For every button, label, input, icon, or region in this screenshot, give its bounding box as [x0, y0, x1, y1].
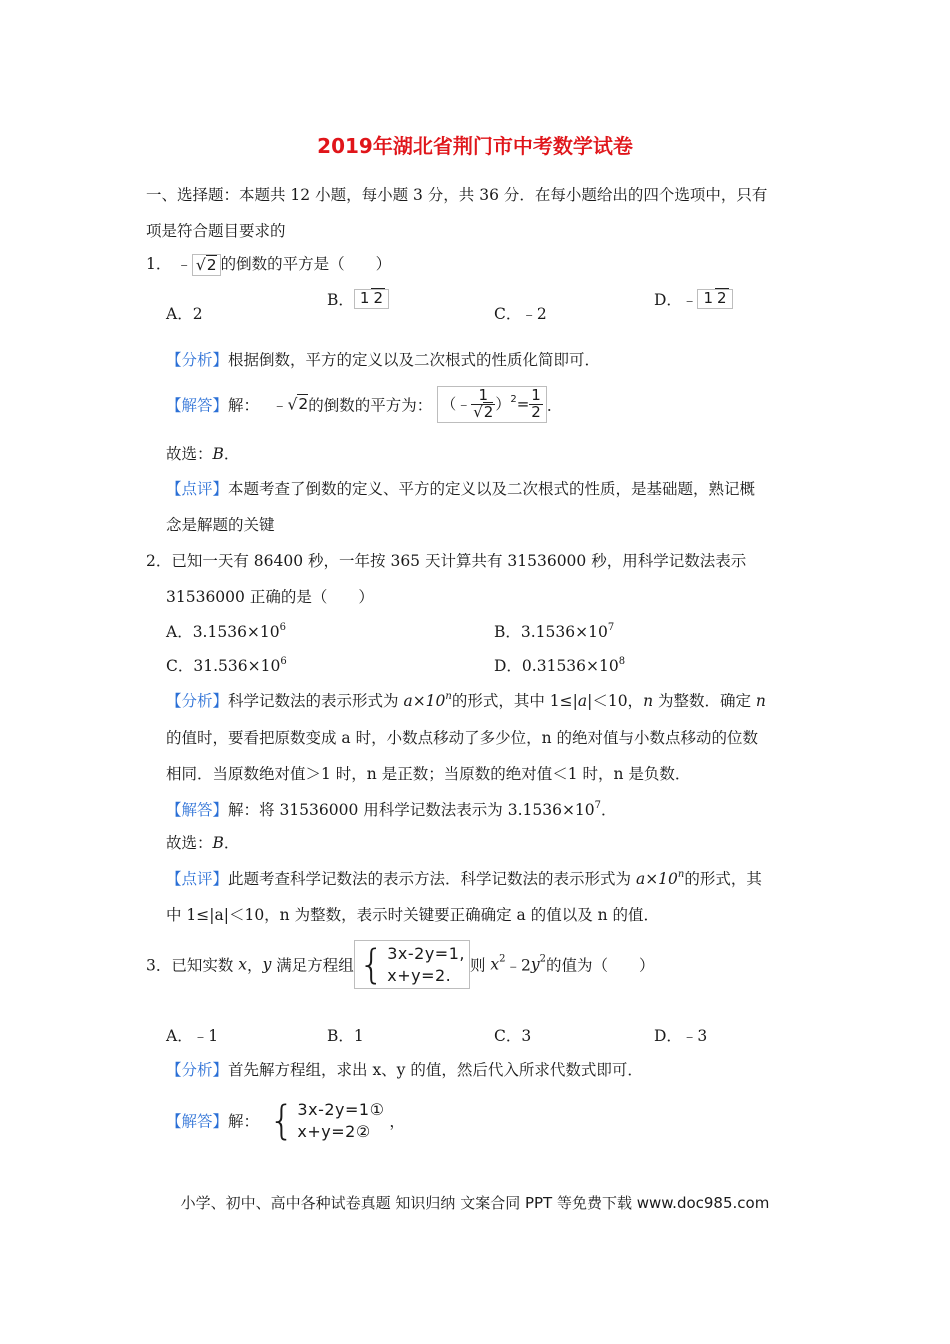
q3-stem-y: y — [262, 955, 272, 974]
q1-expr-open: （﹣ — [441, 394, 472, 413]
q2-analysis-tag: 【分析】 — [166, 692, 229, 710]
q3-stem-b: 满足方程组 — [271, 956, 354, 975]
q3-solution — [166, 1096, 405, 1145]
q3-analysis-tag: 【分析】 — [166, 1061, 229, 1079]
q2-analysis-h: n — [755, 692, 766, 710]
q2-analysis-e: |＜10， — [587, 692, 644, 710]
page-footer: 小学、初中、高中各种试卷真题 知识归纳 文案合同 PPT 等免费下载 www.doc985.com — [180, 1194, 770, 1212]
q2-option-a — [166, 620, 286, 642]
q3-option-a: A．﹣1 — [166, 1027, 219, 1045]
q1-option-b-den: 2 — [373, 289, 383, 308]
q1-minus: ﹣ — [176, 255, 192, 273]
q1-solution-tag: 【解答】 — [166, 396, 229, 415]
q1-radicand: 2 — [206, 256, 217, 274]
q2-analysis-line2: 的值时，要看把原数变成 a 时，小数点移动了多少位，n 的绝对值与小数点移动的位数 — [166, 729, 759, 747]
q1-solution-end: ． — [546, 396, 563, 415]
q3-option-d: D．﹣3 — [654, 1027, 708, 1045]
q1-option-b — [327, 288, 389, 310]
q3-solution-brace-icon: { — [268, 1097, 295, 1144]
q3-stem-y2: y — [530, 955, 540, 974]
q2-solution-text: 将 31536000 用科学记数法表示为 3.1536×10 — [259, 801, 595, 819]
q3-option-b: B．1 — [327, 1027, 364, 1045]
q1-option-d-label: D．﹣ — [654, 291, 698, 309]
q1-analysis-text: 根据倒数，平方的定义以及二次根式的性质化简即可． — [228, 351, 601, 369]
q1-comment-line1 — [166, 477, 755, 499]
q1-solution-minus: ﹣ — [271, 396, 288, 415]
q3-solution-eq-2: x+y=2② — [297, 1121, 371, 1141]
q1-option-d-den: 2 — [716, 289, 727, 308]
q2-solution-exp: 7 — [594, 800, 602, 811]
q2-analysis-c: 的形式，其中 1≤| — [451, 692, 578, 710]
page-title: 2019年湖北省荆门市中考数学试卷 — [317, 134, 633, 158]
q2-analysis-formula: a×10 — [403, 692, 446, 710]
q3-equation-1: 3x-2y=1, — [387, 944, 465, 963]
q3-solution-tag: 【解答】 — [166, 1112, 229, 1131]
q3-stem-y2-exp: 2 — [539, 953, 547, 965]
q1-option-d-num: 1 — [703, 289, 713, 308]
q1-comment-tag: 【点评】 — [166, 480, 229, 498]
q2-stem-line1: 2．已知一天有 86400 秒，一年按 365 天计算共有 31536000 秒，用科学记数法表示 — [146, 552, 747, 570]
q2-option-c — [166, 654, 287, 676]
q3-stem — [146, 940, 655, 989]
q1-option-d — [654, 288, 733, 310]
q2-analysis-a: 科学记数法的表示形式为 — [228, 692, 404, 710]
q3-stem-a: 3．已知实数 — [146, 956, 239, 975]
q2-option-d-exp: 8 — [618, 656, 626, 667]
q1-solution-sqrt: √2 — [287, 395, 309, 414]
q3-stem-c: 则 — [469, 956, 491, 975]
q1-solution-jie: 解： — [228, 396, 260, 415]
q1-solution-radicand: 2 — [298, 395, 309, 414]
q1-answer-value: B — [212, 445, 224, 463]
q1-analysis-tag: 【分析】 — [166, 351, 229, 369]
q1-number: 1． — [146, 255, 172, 273]
q1-option-c: C．﹣2 — [494, 305, 547, 323]
q1-solution — [166, 386, 562, 423]
q2-solution-end: ． — [601, 801, 617, 819]
q2-analysis-formula-exp: n — [445, 691, 452, 702]
q2-comment-formula-exp: n — [677, 869, 685, 880]
q3-solution-jie: 解： — [228, 1112, 260, 1131]
q2-option-c-base: C．31.536×10 — [166, 657, 281, 675]
q1-expr-frac-den: √2 — [473, 402, 494, 421]
q1-expr-equals: = — [516, 394, 530, 413]
q2-comment-tag: 【点评】 — [166, 870, 229, 888]
q3-analysis-text: 首先解方程组，求出 x、y 的值，然后代入所求代数式即可． — [228, 1061, 643, 1079]
q1-option-a: A．2 — [166, 305, 203, 323]
q3-analysis — [166, 1058, 643, 1080]
q3-solution-end: ， — [389, 1112, 405, 1131]
q2-solution — [166, 798, 617, 820]
q1-answer-label: 故选： — [166, 445, 213, 463]
q1-solution-mid: 的倒数的平方为： — [308, 396, 433, 415]
q2-option-c-exp: 6 — [280, 656, 287, 667]
q1-expr-exponent: 2 — [510, 393, 517, 405]
q3-stem-x2: x — [490, 955, 500, 974]
q1-expr-frac-radicand: 2 — [483, 402, 494, 421]
q1-expr-result-num: 1 — [531, 386, 541, 404]
q2-comment-line2: 中 1≤|a|＜10，n 为整数，表示时关键要正确确定 a 的值以及 n 的值． — [166, 906, 660, 924]
q1-stem — [146, 252, 391, 276]
q2-analysis-f: n — [643, 692, 654, 710]
q2-answer: 故选：B． — [166, 834, 240, 852]
q1-option-b-fraction — [354, 289, 389, 309]
q2-analysis-line3: 相同．当原数绝对值＞1 时，n 是正数；当原数的绝对值＜1 时，n 是负数． — [166, 765, 691, 783]
q2-option-a-base: A．3.1536×10 — [166, 623, 280, 641]
q1-expr-fraction — [471, 388, 495, 421]
q1-stem-tail: 的倒数的平方是（ ） — [220, 255, 392, 273]
q1-analysis — [166, 348, 600, 370]
q2-comment-a: 此题考查科学记数法的表示方法．科学记数法的表示形式为 — [228, 870, 636, 888]
q2-answer-label: 故选： — [166, 834, 213, 852]
q1-option-b-num: 1 — [359, 289, 370, 308]
q1-sqrt: √2 — [192, 254, 221, 276]
q1-solution-expression — [437, 386, 547, 423]
q2-solution-jie: 解： — [228, 801, 260, 819]
q3-stem-x: x — [238, 955, 248, 974]
q2-analysis-g: 为整数．确定 — [653, 692, 756, 710]
q2-option-b — [494, 620, 614, 642]
q3-brace-icon: { — [358, 941, 385, 988]
q2-stem-line2: 31536000 正确的是（ ） — [166, 588, 374, 606]
q2-option-b-base: B．3.1536×10 — [494, 623, 608, 641]
q3-equation-system — [354, 940, 470, 989]
q3-option-c: C．3 — [494, 1027, 532, 1045]
q2-answer-value: B — [212, 834, 224, 852]
q2-solution-tag: 【解答】 — [166, 801, 229, 819]
q1-option-d-fraction — [697, 289, 732, 309]
q3-stem-d: ﹣2 — [505, 956, 531, 975]
q2-analysis-d: a — [577, 692, 588, 710]
q3-equation-2: x+y=2. — [387, 965, 452, 985]
section-intro-line1: 一、选择题：本题共 12 小题，每小题 3 分，共 36 分．在每小题给出的四个选项中，只有 — [146, 186, 768, 204]
q2-comment-c: 的形式，其 — [684, 870, 762, 888]
q2-option-a-exp: 6 — [279, 622, 287, 633]
q3-solution-system — [264, 1096, 389, 1145]
q1-option-b-label: B． — [327, 291, 354, 309]
q1-comment-line2: 念是解题的关键 — [166, 516, 275, 534]
q1-expr-result — [529, 388, 543, 421]
q2-comment-line1 — [166, 867, 762, 889]
q1-expr-frac-num: 1 — [478, 386, 489, 404]
section-intro-line2: 项是符合题目要求的 — [146, 222, 286, 240]
q2-option-d-base: D．0.31536×10 — [494, 657, 619, 675]
q2-option-b-exp: 7 — [607, 622, 615, 633]
q1-expr-result-den: 2 — [531, 402, 541, 421]
q1-expr-close: ） — [495, 394, 511, 413]
q3-stem-e: 的值为（ ） — [546, 956, 655, 975]
q3-solution-eq-1: 3x-2y=1① — [297, 1100, 385, 1119]
q2-option-d — [494, 654, 625, 676]
q3-stem-sep: ， — [247, 956, 263, 975]
q3-stem-x2-exp: 2 — [499, 953, 506, 965]
q1-answer: 故选：B． — [166, 445, 240, 463]
q1-comment-text: 本题考查了倒数的定义、平方的定义以及二次根式的性质，是基础题，熟记概 — [228, 480, 756, 498]
q2-comment-formula: a×10 — [635, 870, 678, 888]
q2-analysis-line1 — [166, 689, 766, 711]
